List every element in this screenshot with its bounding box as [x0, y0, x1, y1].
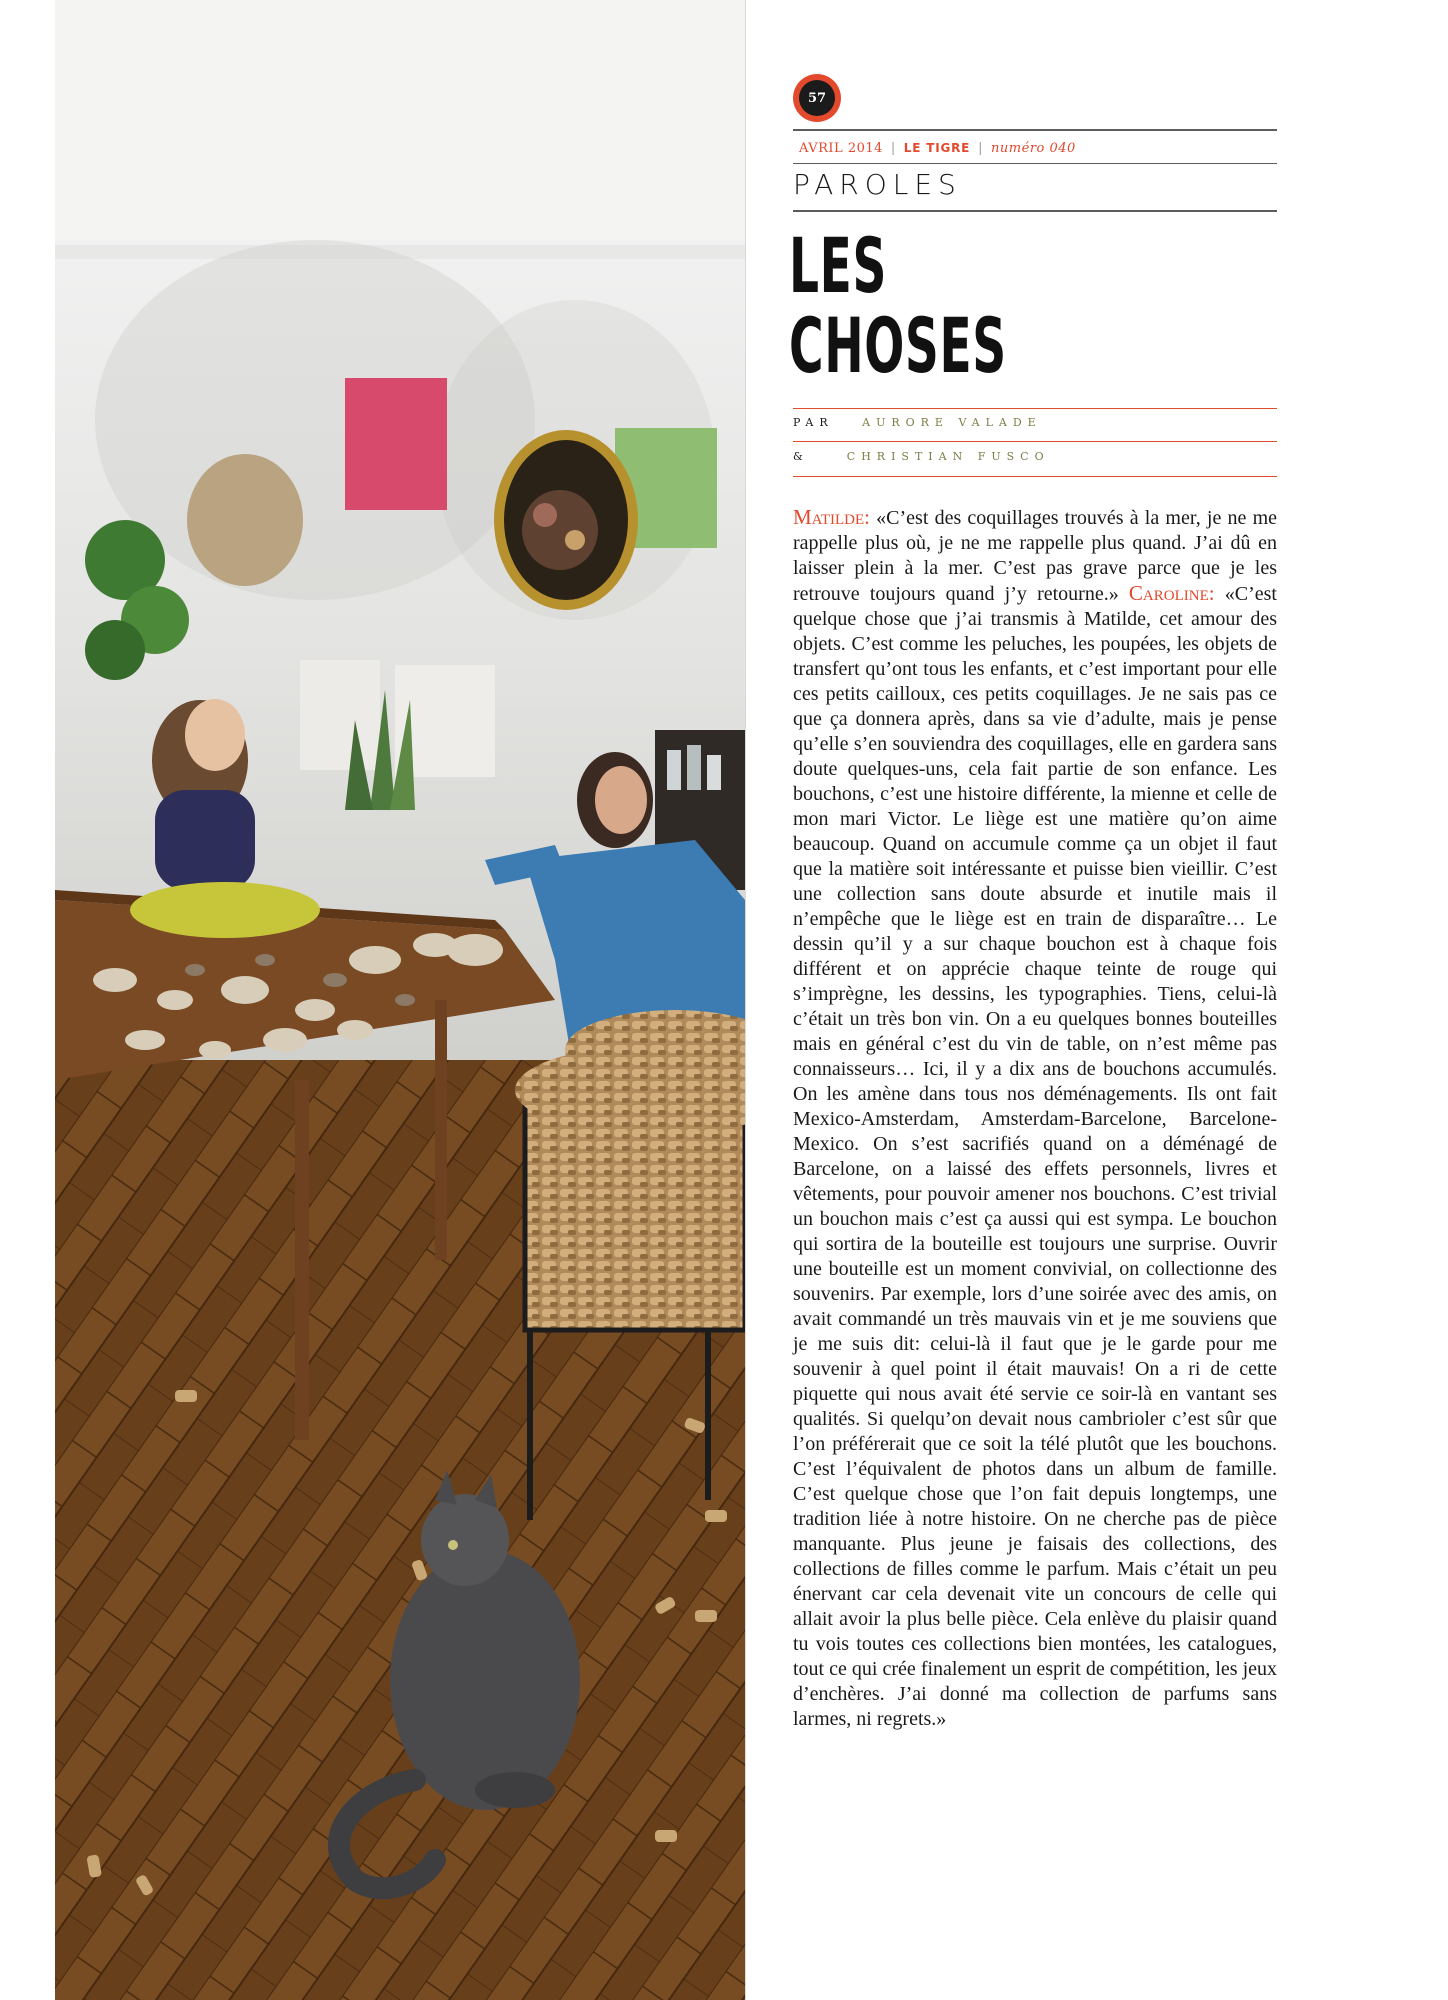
byline-prefix: PAR — [793, 416, 834, 429]
header-rule-top — [793, 129, 1277, 131]
author-2: CHRISTIAN FUSCO — [846, 450, 1050, 463]
issue-date: AVRIL 2014 — [799, 140, 883, 156]
separator: | — [978, 140, 984, 156]
byline-conjunction: & — [793, 450, 809, 463]
byline-line-2 — [793, 450, 1050, 470]
page-number-badge — [793, 74, 841, 122]
byline-rule-3 — [793, 476, 1277, 477]
article-photo — [55, 0, 745, 2000]
section-title: PAROLES — [793, 168, 962, 201]
separator: | — [890, 140, 896, 156]
gutter-divider — [745, 0, 746, 2000]
byline-rule-2 — [793, 441, 1277, 442]
header-rule-mid — [793, 163, 1277, 164]
article-body — [793, 505, 1277, 1732]
headline-line-2: CHOSES — [789, 301, 1007, 390]
page-number: 57 — [799, 80, 835, 116]
issue-info — [799, 137, 1076, 159]
quote-matilde: «C’est des coquillages trouvés à la mer, je ne me rappelle plus où, je ne me rappelle plus quand. J’ai dû en laisser plein à la mer. C’est pas grave parce que je les retrouve toujours quand j’y retourne.» — [793, 507, 1277, 605]
headline-line-1: LES — [789, 221, 888, 310]
speaker-matilde: Matilde: — [793, 505, 870, 529]
article-column — [789, 0, 1277, 2000]
byline-rule-1 — [793, 408, 1277, 409]
author-1: AURORE VALADE — [862, 416, 1042, 429]
issue-number: numéro 040 — [991, 140, 1076, 156]
headline — [789, 221, 1007, 390]
speaker-caroline: Caroline: — [1128, 581, 1215, 605]
photo-illustration — [55, 0, 745, 2000]
magazine-name: LE TIGRE — [903, 141, 971, 155]
section-rule — [793, 210, 1277, 212]
byline-line-1 — [793, 416, 1042, 436]
quote-caroline: «C’est quelque chose que j’ai transmis à Matilde, cet amour des objets. C’est comme les peluches, les poupées, les objets de transfert qu’ont tous les enfants, et c’est important pour elle ces petits cailloux, ces petits coquillages. Je ne sais pas ce que ça donnera après, dans sa vie d’adulte, mais je pense qu’elle s’en souviendra des coquillages, elle en gardera sans doute quelques-uns, cela fait partie de son enfance. Les bouchons, c’est une histoire différente, la mienne et celle de mon mari Victor. Le liège est une matière qu’on aime beaucoup. Quand on accumule comme ça un objet il faut que la matière soit intéressante et puisse bien vieillir. C’est une collection sans doute absurde et inutile mais il n’empêche que le liège est en train de disparaître… Le dessin qu’il y a sur chaque bouchon est à chaque fois différent et on apprécie chaque teinte de rouge qui s’imprègne, les dessins, les typographies. Tiens, celui-là c’était un très bon vin. On a eu quelques bonnes bouteilles mais en général c’est du vin de table, on n’est même pas connaisseurs… Ici, il y a dix ans de bouchons accumulés. On les amène dans tous nos déménagements. Ils ont fait Mexico-Amsterdam, Amsterdam-Barcelone, Barcelone-Mexico. On s’est sacrifiés quand on a déménagé de Barcelone, on a laissé des effets personnels, livres et vêtements, pour pouvoir amener nos bouchons. C’est trivial un bouchon mais c’est ça aussi qui est sympa. Le bouchon qui sortira de la bouteille est toujours une surprise. Ouvrir une bouteille est un moment convivial, on collectionne des souvenirs. Par exemple, lors d’une soirée avec des amis, on avait commandé un très mauvais vin et je me souviens que je me suis dit: celui-là il faut que je le garde pour me souvenir à quel point il était mauvais! On a ri de cette piquette qui nous avait été servie ce soir-là en vantant ses qualités. Si quelqu’on devait nous cambrioler c’est sûr que l’on préférerait que ce soit la télé plutôt que les bouchons. C’est l’équivalent de photos dans un album de famille. C’est quelque chose que l’on fait depuis longtemps, une tradition liée à notre histoire. On ne cherche pas de pièce manquante. Plus jeune je faisais des collections, des collections de filles comme le parfum. Mais c’était un peu énervant car cela devenait vite un concours de celle qui allait avoir la plus belle pièce. Cela enlève du plaisir quand tu vois toutes ces collections bien montées, les catalogues, tout ce qui crée finalement un esprit de compétition, les jeux d’enchères. J’ai donné ma collection de parfums sans larmes, ni regrets.» — [793, 583, 1277, 1730]
